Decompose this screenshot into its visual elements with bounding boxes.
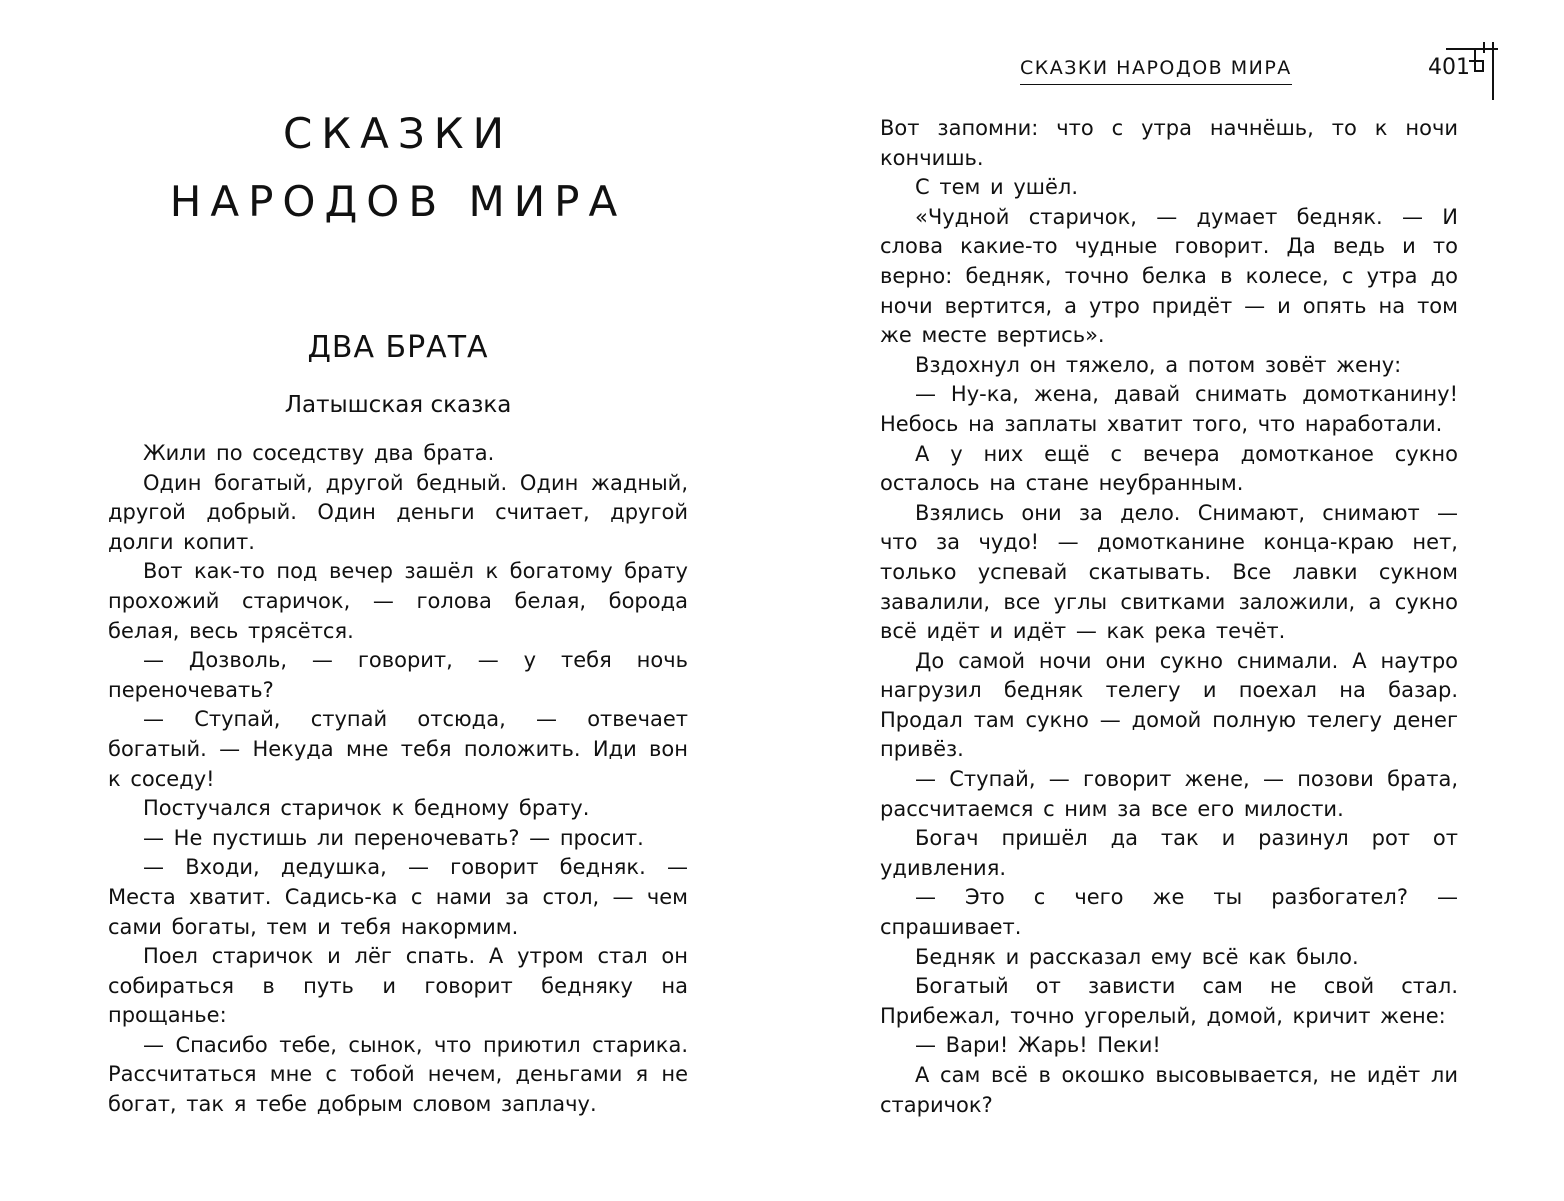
section-title-line1: СКАЗКИ xyxy=(282,109,514,158)
left-page-text xyxy=(108,439,688,1120)
paragraph: — Дозволь, — говорит, — у тебя ночь переночевать? xyxy=(108,648,688,702)
paragraph: — Ну-ка, жена, давай снимать домотканину! Небось на заплаты хватит того, что наработали. xyxy=(880,382,1458,436)
paragraph: Вздохнул он тяжело, а потом зовёт жену: xyxy=(915,352,1402,377)
page-number: 401 xyxy=(1428,55,1470,80)
story-title: ДВА БРАТА xyxy=(307,330,489,365)
right-page-text xyxy=(880,114,1458,1120)
paragraph: Жили по соседству два брата. xyxy=(143,441,495,465)
paragraph: Постучался старичок к бедному брату. xyxy=(143,796,590,821)
paragraph: С тем и ушёл. xyxy=(915,175,1078,200)
paragraph: — Вари! Жарь! Пеки! xyxy=(915,1033,1161,1058)
paragraph: Бедняк и рассказал ему всё как было. xyxy=(915,944,1359,969)
paragraph: «Чудной старичок, — думает бедняк. — И слова какие-то чудные говорит. Да ведь и то верно: бедняк, точно белка в колесе, с утра до ночи вертится, а утро придёт — и опять на том же месте вертись». xyxy=(880,204,1458,348)
paragraph: Вот как-то под вечер зашёл к богатому брату прохожий старичок, — голова белая, борода белая, весь трясётся. xyxy=(108,559,688,643)
paragraph: Поел старичок и лёг спать. А утром стал он собираться в путь и говорит бедняку на прощанье: xyxy=(108,944,688,1028)
paragraph: До самой ночи они сукно снимали. А наутро нагрузил бедняк телегу и поехал на базар. Продал там сукно — домой полную телегу денег привёз. xyxy=(880,648,1458,762)
paragraph: — Это с чего же ты разбогател? — спрашивает. xyxy=(880,885,1458,940)
paragraph: Вот запомни: что с утра начнёшь, то к ночи кончишь. xyxy=(880,116,1458,170)
paragraph: — Ступай, ступай отсюда, — отвечает богатый. — Некуда мне тебя положить. Иди вон к соседу! xyxy=(108,707,688,791)
paragraph: Богатый от зависти сам не свой стал. Прибежал, точно угорелый, домой, кричит жене: xyxy=(880,974,1458,1028)
paragraph: А сам всё в окошко высовывается, не идёт ли старичок? xyxy=(880,1063,1458,1117)
running-head: СКАЗКИ НАРОДОВ МИРА xyxy=(1020,57,1292,85)
paragraph: Взялись они за дело. Снимают, снимают — что за чудо! — домотканине конца-краю нет, только успевай скатывать. Все лавки сукном завалили, все углы свитками заложили, а сукно всё идёт и идёт — как река течёт. xyxy=(880,500,1458,644)
paragraph: Один богатый, другой бедный. Один жадный, другой добрый. Один деньги считает, другой долги копит. xyxy=(108,470,688,554)
paragraph: — Спасибо тебе, сынок, что приютил старика. Рассчитаться мне с тобой нечем, деньгами я не богат, так я тебе добрым словом заплачу. xyxy=(108,1032,688,1117)
paragraph: — Не пустишь ли переночевать? — просит. xyxy=(143,825,644,850)
story-subtitle: Латышская сказка xyxy=(284,392,512,418)
paragraph: А у них ещё с вечера домотканое сукно осталось на стане неубранным. xyxy=(880,441,1458,496)
paragraph: Богач пришёл да так и разинул рот от удивления. xyxy=(880,826,1458,880)
section-title-line2: НАРОДОВ МИРА xyxy=(169,177,627,226)
paragraph: — Входи, дедушка, — говорит бедняк. — Места хватит. Садись-ка с нами за стол, — чем сами богаты, тем и тебя накормим. xyxy=(108,855,688,939)
paragraph: — Ступай, — говорит жене, — позови брата, рассчитаемся с ним за все его милости. xyxy=(880,767,1458,821)
corner-ornament-icon xyxy=(1444,40,1504,104)
